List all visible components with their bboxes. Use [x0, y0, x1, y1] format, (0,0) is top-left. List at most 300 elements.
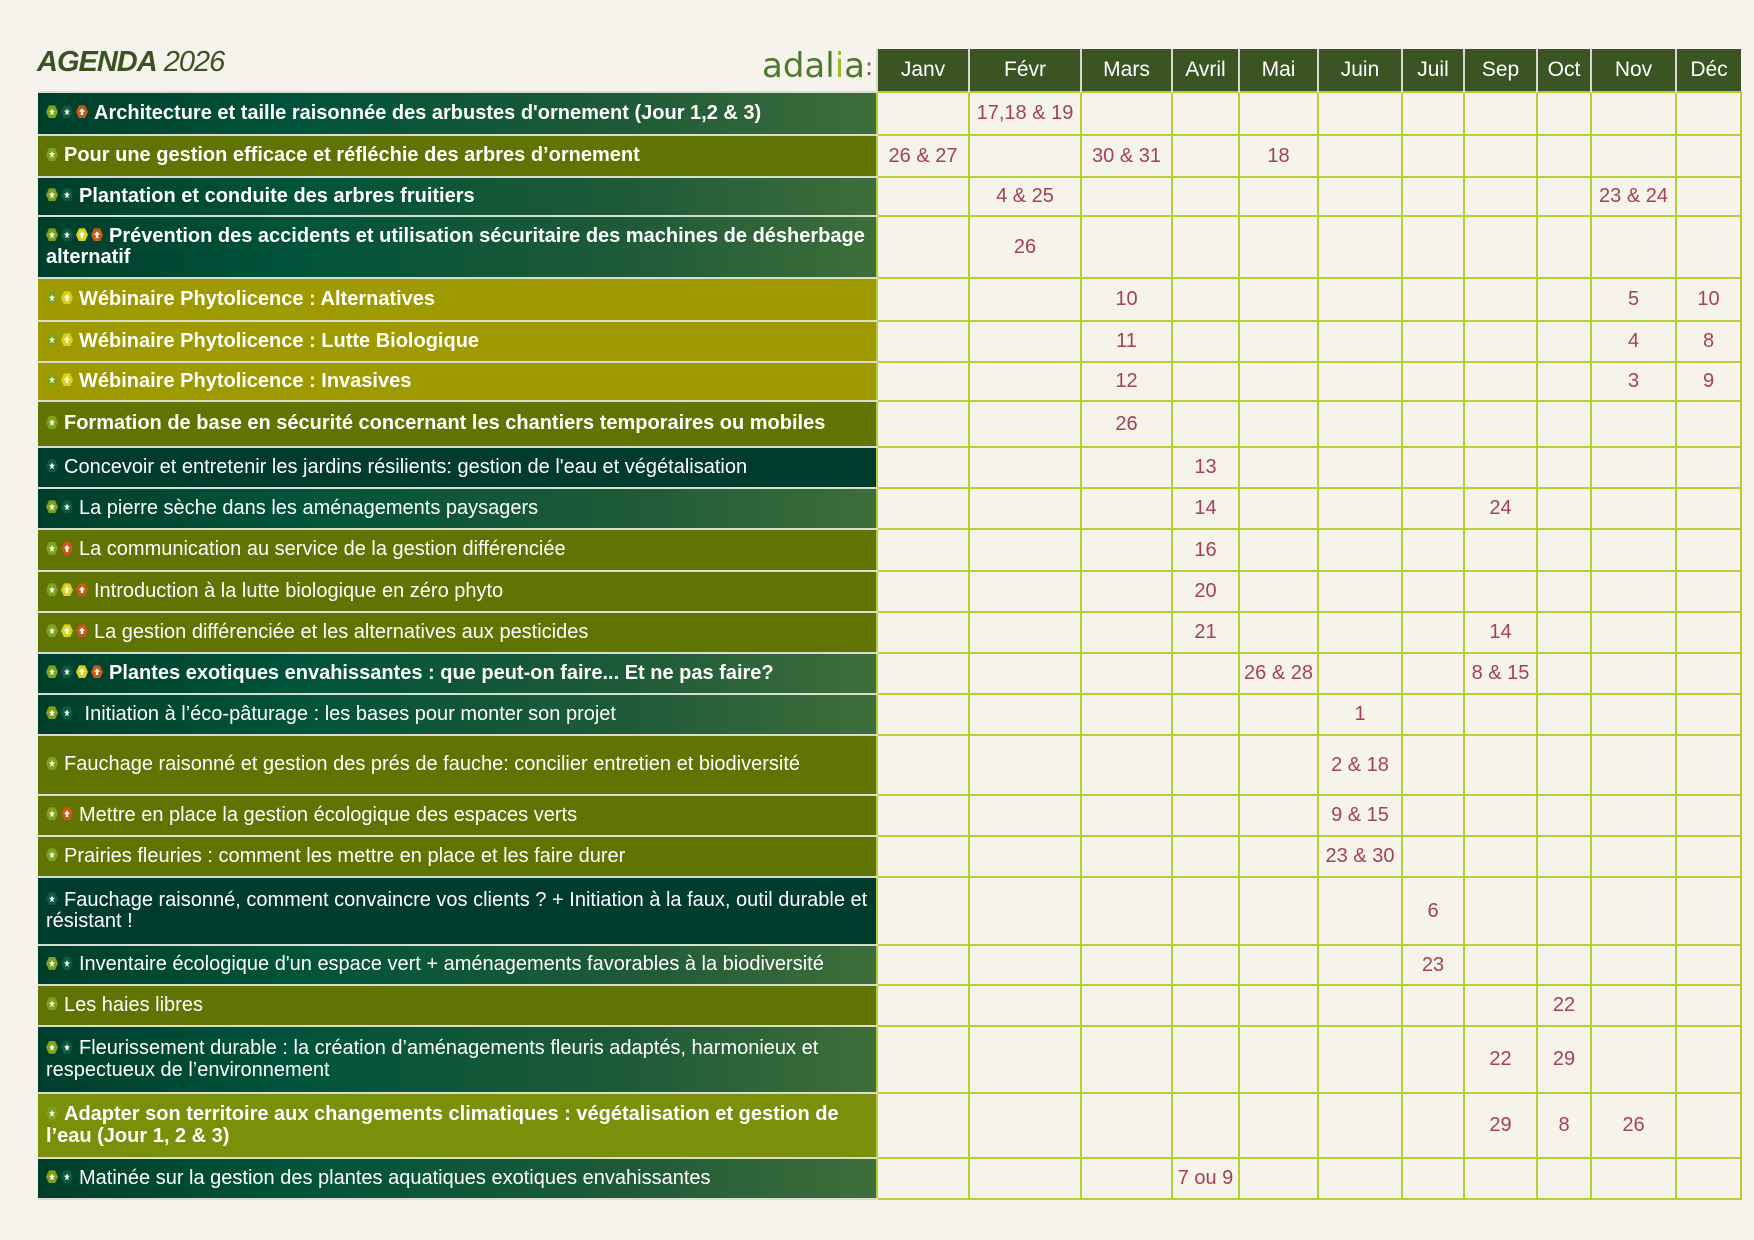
date-cell-déc: [1676, 612, 1741, 653]
course-title-cell: [38, 694, 877, 735]
green-hex-icon: [46, 848, 58, 861]
date-cell-mai: [1239, 401, 1318, 447]
course-title: Introduction à la lutte biologique en zéro phyto: [94, 579, 504, 602]
date-cell-sep: 29: [1464, 1093, 1537, 1158]
date-cell-mars: [1081, 795, 1172, 836]
green-hex-icon: [46, 291, 58, 304]
date-cell-avril: [1172, 795, 1239, 836]
date-cell-mars: [1081, 735, 1172, 795]
date-cell-oct: [1537, 877, 1591, 945]
date-cell-mars: [1081, 1093, 1172, 1158]
date-cell-févr: [969, 694, 1081, 735]
date-cell-janv: [877, 985, 969, 1026]
date-cell-mars: [1081, 92, 1172, 135]
course-title-cell: [38, 795, 877, 836]
date-cell-juin: 2 & 18: [1318, 735, 1402, 795]
logo-text: adal: [762, 46, 835, 86]
green-hex-icon: [46, 1170, 58, 1183]
date-cell-juil: [1402, 177, 1464, 216]
teal-hex-icon: [61, 957, 73, 970]
date-cell-juil: [1402, 321, 1464, 362]
course-title-cell: [38, 216, 877, 278]
date-cell-avril: [1172, 694, 1239, 735]
title-year: 2026: [163, 46, 225, 78]
teal-hex-icon: [61, 706, 73, 719]
logo-dots: :: [865, 53, 874, 81]
month-header-5: Juin: [1318, 49, 1402, 92]
course-row: [38, 571, 1741, 612]
date-cell-oct: [1537, 488, 1591, 529]
date-cell-mai: [1239, 177, 1318, 216]
date-cell-nov: [1591, 836, 1676, 877]
date-cell-juin: [1318, 488, 1402, 529]
date-cell-déc: [1676, 92, 1741, 135]
course-title: Fauchage raisonné et gestion des prés de fauche: concilier entretien et biodiversité: [64, 753, 801, 776]
date-cell-mars: [1081, 571, 1172, 612]
date-cell-nov: 23 & 24: [1591, 177, 1676, 216]
date-cell-sep: [1464, 836, 1537, 877]
date-cell-mai: [1239, 1158, 1318, 1199]
date-cell-févr: [969, 1158, 1081, 1199]
date-cell-oct: [1537, 945, 1591, 985]
date-cell-mai: [1239, 447, 1318, 488]
date-cell-oct: [1537, 401, 1591, 447]
date-cell-oct: [1537, 135, 1591, 177]
date-cell-oct: [1537, 447, 1591, 488]
date-cell-déc: [1676, 1026, 1741, 1093]
date-cell-févr: [969, 321, 1081, 362]
date-cell-févr: [969, 362, 1081, 401]
date-cell-oct: [1537, 177, 1591, 216]
date-cell-juil: [1402, 216, 1464, 278]
date-cell-nov: [1591, 135, 1676, 177]
date-cell-mai: [1239, 362, 1318, 401]
date-cell-nov: 26: [1591, 1093, 1676, 1158]
date-cell-juil: [1402, 694, 1464, 735]
date-cell-oct: [1537, 1158, 1591, 1199]
date-cell-mars: 30 & 31: [1081, 135, 1172, 177]
date-cell-oct: [1537, 795, 1591, 836]
date-cell-mai: [1239, 836, 1318, 877]
orange-hex-icon: [61, 807, 73, 820]
date-cell-mai: 26 & 28: [1239, 653, 1318, 694]
course-row: [38, 694, 1741, 735]
logo-text-i: i: [834, 46, 845, 86]
course-row: [38, 529, 1741, 571]
date-cell-oct: [1537, 836, 1591, 877]
date-cell-avril: [1172, 216, 1239, 278]
date-cell-mars: 11: [1081, 321, 1172, 362]
course-list: [38, 92, 1741, 1199]
date-cell-mai: [1239, 488, 1318, 529]
month-header-4: Mai: [1239, 49, 1318, 92]
date-cell-mai: [1239, 795, 1318, 836]
date-cell-févr: [969, 1026, 1081, 1093]
date-cell-nov: [1591, 447, 1676, 488]
date-cell-déc: [1676, 1158, 1741, 1199]
date-cell-mai: [1239, 1026, 1318, 1093]
date-cell-sep: [1464, 401, 1537, 447]
date-cell-déc: [1676, 529, 1741, 571]
date-cell-déc: [1676, 694, 1741, 735]
date-cell-avril: 16: [1172, 529, 1239, 571]
date-cell-janv: [877, 945, 969, 985]
date-cell-oct: [1537, 321, 1591, 362]
date-cell-sep: 8 & 15: [1464, 653, 1537, 694]
category-icons: [46, 753, 61, 774]
date-cell-janv: [877, 177, 969, 216]
category-icons: [46, 620, 91, 641]
date-cell-mars: [1081, 694, 1172, 735]
course-row: [38, 177, 1741, 216]
date-cell-janv: [877, 612, 969, 653]
date-cell-juin: [1318, 1026, 1402, 1093]
date-cell-juil: [1402, 1158, 1464, 1199]
date-cell-avril: [1172, 92, 1239, 135]
green-hex-icon: [46, 373, 58, 386]
course-title: Wébinaire Phytolicence : Invasives: [79, 369, 412, 392]
date-cell-nov: [1591, 735, 1676, 795]
date-cell-nov: [1591, 92, 1676, 135]
course-title-cell: [38, 945, 877, 985]
category-icons: [46, 702, 76, 723]
date-cell-juin: [1318, 216, 1402, 278]
course-row: [38, 401, 1741, 447]
date-cell-juin: [1318, 571, 1402, 612]
date-cell-mars: [1081, 216, 1172, 278]
date-cell-nov: [1591, 529, 1676, 571]
date-cell-févr: [969, 735, 1081, 795]
date-cell-avril: [1172, 401, 1239, 447]
date-cell-déc: [1676, 447, 1741, 488]
course-row: [38, 612, 1741, 653]
green-hex-icon: [46, 1041, 58, 1054]
course-title: Wébinaire Phytolicence : Lutte Biologique: [79, 329, 480, 352]
course-title-cell: [38, 278, 877, 321]
yellow-hex-icon: [61, 333, 73, 346]
date-cell-nov: [1591, 1158, 1676, 1199]
orange-hex-icon: [76, 583, 88, 596]
category-icons: [46, 1166, 76, 1187]
date-cell-juil: 23: [1402, 945, 1464, 985]
course-row: [38, 321, 1741, 362]
category-icons: [46, 993, 61, 1014]
date-cell-avril: 7 ou 9: [1172, 1158, 1239, 1199]
date-cell-oct: 8: [1537, 1093, 1591, 1158]
course-title: Adapter son territoire aux changements climatiques : végétalisation et gestion de l’eau (Jour 1, 2 & 3): [46, 1103, 839, 1147]
date-cell-janv: [877, 401, 969, 447]
date-cell-févr: [969, 653, 1081, 694]
date-cell-mars: [1081, 447, 1172, 488]
category-icons: [46, 844, 61, 865]
course-title-cell: [38, 735, 877, 795]
date-cell-janv: [877, 694, 969, 735]
date-cell-juin: 9 & 15: [1318, 795, 1402, 836]
category-icons: [46, 101, 91, 122]
yellow-hex-icon: [61, 373, 73, 386]
course-title-cell: [38, 612, 877, 653]
date-cell-avril: [1172, 321, 1239, 362]
date-cell-mai: [1239, 877, 1318, 945]
yellow-hex-icon: [61, 624, 73, 637]
green-hex-icon: [46, 500, 58, 513]
category-icons: [46, 287, 76, 308]
date-cell-sep: [1464, 985, 1537, 1026]
date-cell-janv: [877, 278, 969, 321]
date-cell-oct: [1537, 529, 1591, 571]
teal-hex-icon: [61, 228, 73, 241]
orange-hex-icon: [91, 228, 103, 241]
month-header-6: Juil: [1402, 49, 1464, 92]
date-cell-juil: [1402, 488, 1464, 529]
date-cell-févr: [969, 135, 1081, 177]
course-title: La communication au service de la gestion différenciée: [79, 538, 566, 561]
course-title: Plantes exotiques envahissantes : que peut-on faire... Et ne pas faire?: [109, 661, 774, 684]
category-icons: [46, 1037, 76, 1058]
date-cell-déc: [1676, 945, 1741, 985]
date-cell-déc: [1676, 216, 1741, 278]
date-cell-avril: 14: [1172, 488, 1239, 529]
course-title-cell: [38, 529, 877, 571]
date-cell-déc: [1676, 135, 1741, 177]
teal-hex-icon: [61, 500, 73, 513]
date-cell-juil: [1402, 1093, 1464, 1158]
date-cell-avril: [1172, 985, 1239, 1026]
date-cell-juil: [1402, 447, 1464, 488]
date-cell-juil: [1402, 653, 1464, 694]
yellow-hex-icon: [61, 291, 73, 304]
date-cell-juin: [1318, 877, 1402, 945]
date-cell-oct: [1537, 612, 1591, 653]
course-title-cell: [38, 1026, 877, 1093]
date-cell-sep: [1464, 278, 1537, 321]
date-cell-janv: [877, 447, 969, 488]
course-row: [38, 278, 1741, 321]
course-title-cell: [38, 653, 877, 694]
course-title: Plantation et conduite des arbres fruitiers: [79, 184, 475, 207]
date-cell-mai: [1239, 1093, 1318, 1158]
date-cell-juin: [1318, 653, 1402, 694]
teal-hex-icon: [61, 188, 73, 201]
green-hex-icon: [46, 997, 58, 1010]
date-cell-sep: [1464, 529, 1537, 571]
date-cell-sep: 14: [1464, 612, 1537, 653]
course-title-cell: [38, 135, 877, 177]
green-hex-icon: [46, 1107, 58, 1120]
category-icons: [46, 184, 76, 205]
date-cell-juil: [1402, 135, 1464, 177]
date-cell-févr: [969, 945, 1081, 985]
date-cell-déc: 9: [1676, 362, 1741, 401]
date-cell-nov: [1591, 795, 1676, 836]
date-cell-mars: [1081, 488, 1172, 529]
date-cell-févr: [969, 529, 1081, 571]
course-title: Prévention des accidents et utilisation sécuritaire des machines de désherbage alternatif: [46, 224, 865, 269]
date-cell-nov: [1591, 401, 1676, 447]
date-cell-mai: [1239, 321, 1318, 362]
month-header-2: Mars: [1081, 49, 1172, 92]
date-cell-janv: [877, 216, 969, 278]
date-cell-juin: [1318, 447, 1402, 488]
course-title: Prairies fleuries : comment les mettre en place et les faire durer: [64, 844, 626, 867]
date-cell-juil: [1402, 612, 1464, 653]
date-cell-juil: [1402, 401, 1464, 447]
date-cell-déc: [1676, 653, 1741, 694]
date-cell-nov: [1591, 1026, 1676, 1093]
date-cell-mai: [1239, 985, 1318, 1026]
date-cell-févr: 4 & 25: [969, 177, 1081, 216]
date-cell-avril: 20: [1172, 571, 1239, 612]
course-row: [38, 447, 1741, 488]
date-cell-mars: [1081, 529, 1172, 571]
date-cell-sep: [1464, 321, 1537, 362]
yellow-hex-icon: [61, 583, 73, 596]
date-cell-mai: [1239, 612, 1318, 653]
date-cell-mai: [1239, 694, 1318, 735]
course-title-cell: [38, 1093, 877, 1158]
date-cell-févr: [969, 571, 1081, 612]
green-hex-icon: [46, 333, 58, 346]
date-cell-janv: [877, 836, 969, 877]
date-cell-mars: [1081, 1158, 1172, 1199]
date-cell-oct: [1537, 694, 1591, 735]
date-cell-déc: [1676, 877, 1741, 945]
date-cell-juil: [1402, 92, 1464, 135]
date-cell-févr: [969, 278, 1081, 321]
date-cell-juin: [1318, 945, 1402, 985]
teal-hex-icon: [46, 892, 58, 905]
month-header-7: Sep: [1464, 49, 1537, 92]
course-title-cell: [38, 836, 877, 877]
course-row: [38, 488, 1741, 529]
date-cell-juin: [1318, 985, 1402, 1026]
course-title: Wébinaire Phytolicence : Alternatives: [79, 287, 436, 310]
date-cell-déc: [1676, 488, 1741, 529]
date-cell-sep: [1464, 945, 1537, 985]
date-cell-janv: [877, 1158, 969, 1199]
category-icons: [46, 455, 61, 476]
date-cell-nov: 3: [1591, 362, 1676, 401]
date-cell-sep: [1464, 877, 1537, 945]
date-cell-janv: [877, 92, 969, 135]
date-cell-avril: [1172, 653, 1239, 694]
date-cell-juil: [1402, 1026, 1464, 1093]
date-cell-févr: [969, 795, 1081, 836]
date-cell-avril: [1172, 945, 1239, 985]
date-cell-juin: [1318, 362, 1402, 401]
date-cell-nov: 5: [1591, 278, 1676, 321]
date-cell-mai: [1239, 529, 1318, 571]
date-cell-févr: [969, 985, 1081, 1026]
logo-text-end: a: [844, 46, 865, 86]
date-cell-sep: [1464, 1158, 1537, 1199]
date-cell-juin: [1318, 321, 1402, 362]
date-cell-oct: [1537, 216, 1591, 278]
date-cell-juil: [1402, 836, 1464, 877]
date-cell-mars: [1081, 836, 1172, 877]
date-cell-févr: [969, 447, 1081, 488]
date-cell-févr: [969, 836, 1081, 877]
date-cell-sep: [1464, 735, 1537, 795]
date-cell-avril: [1172, 836, 1239, 877]
date-cell-mai: [1239, 571, 1318, 612]
date-cell-sep: [1464, 216, 1537, 278]
date-cell-juin: 1: [1318, 694, 1402, 735]
date-cell-mars: [1081, 945, 1172, 985]
course-title: Les haies libres: [64, 993, 203, 1016]
course-row: [38, 1026, 1741, 1093]
date-cell-juin: [1318, 135, 1402, 177]
teal-hex-icon: [61, 1170, 73, 1183]
date-cell-oct: [1537, 571, 1591, 612]
date-cell-mai: [1239, 735, 1318, 795]
orange-hex-icon: [76, 105, 88, 118]
date-cell-nov: [1591, 945, 1676, 985]
green-hex-icon: [46, 957, 58, 970]
date-cell-déc: [1676, 836, 1741, 877]
date-cell-avril: [1172, 177, 1239, 216]
date-cell-oct: [1537, 653, 1591, 694]
date-cell-janv: [877, 795, 969, 836]
date-cell-nov: [1591, 488, 1676, 529]
date-cell-mars: 12: [1081, 362, 1172, 401]
teal-hex-icon: [61, 105, 73, 118]
course-title: Mettre en place la gestion écologique des espaces verts: [79, 803, 578, 826]
course-title: La pierre sèche dans les aménagements paysagers: [79, 496, 539, 519]
course-title: Pour une gestion efficace et réfléchie des arbres d’ornement: [64, 144, 640, 167]
date-cell-févr: [969, 488, 1081, 529]
teal-hex-icon: [46, 459, 58, 472]
course-title: Fauchage raisonné, comment convaincre vos clients ? + Initiation à la faux, outil durable et résistant !: [46, 888, 868, 933]
date-cell-janv: [877, 1093, 969, 1158]
date-cell-sep: [1464, 571, 1537, 612]
category-icons: [46, 329, 76, 350]
category-icons: [46, 144, 61, 165]
date-cell-févr: [969, 877, 1081, 945]
date-cell-févr: [969, 401, 1081, 447]
course-title: Matinée sur la gestion des plantes aquatiques exotiques envahissantes: [79, 1166, 711, 1189]
course-title-cell: [38, 177, 877, 216]
date-cell-juil: [1402, 529, 1464, 571]
date-cell-mai: [1239, 92, 1318, 135]
date-cell-mai: [1239, 216, 1318, 278]
date-cell-sep: 24: [1464, 488, 1537, 529]
category-icons: [46, 224, 106, 245]
date-cell-sep: 22: [1464, 1026, 1537, 1093]
date-cell-nov: [1591, 216, 1676, 278]
date-cell-janv: [877, 571, 969, 612]
course-row: [38, 795, 1741, 836]
green-hex-icon: [46, 665, 58, 678]
course-row: [38, 135, 1741, 177]
course-row: [38, 1093, 1741, 1158]
date-cell-mars: 26: [1081, 401, 1172, 447]
agenda-table: [38, 49, 1742, 1200]
date-cell-juin: [1318, 1093, 1402, 1158]
date-cell-mars: [1081, 1026, 1172, 1093]
date-cell-avril: [1172, 1093, 1239, 1158]
green-hex-icon: [46, 624, 58, 637]
category-icons: [46, 412, 61, 433]
course-row: [38, 92, 1741, 135]
course-title: Concevoir et entretenir les jardins résilients: gestion de l'eau et végétalisation: [64, 455, 748, 478]
date-cell-oct: [1537, 92, 1591, 135]
date-cell-sep: [1464, 177, 1537, 216]
date-cell-juin: [1318, 529, 1402, 571]
date-cell-avril: [1172, 877, 1239, 945]
date-cell-déc: [1676, 571, 1741, 612]
date-cell-avril: [1172, 735, 1239, 795]
